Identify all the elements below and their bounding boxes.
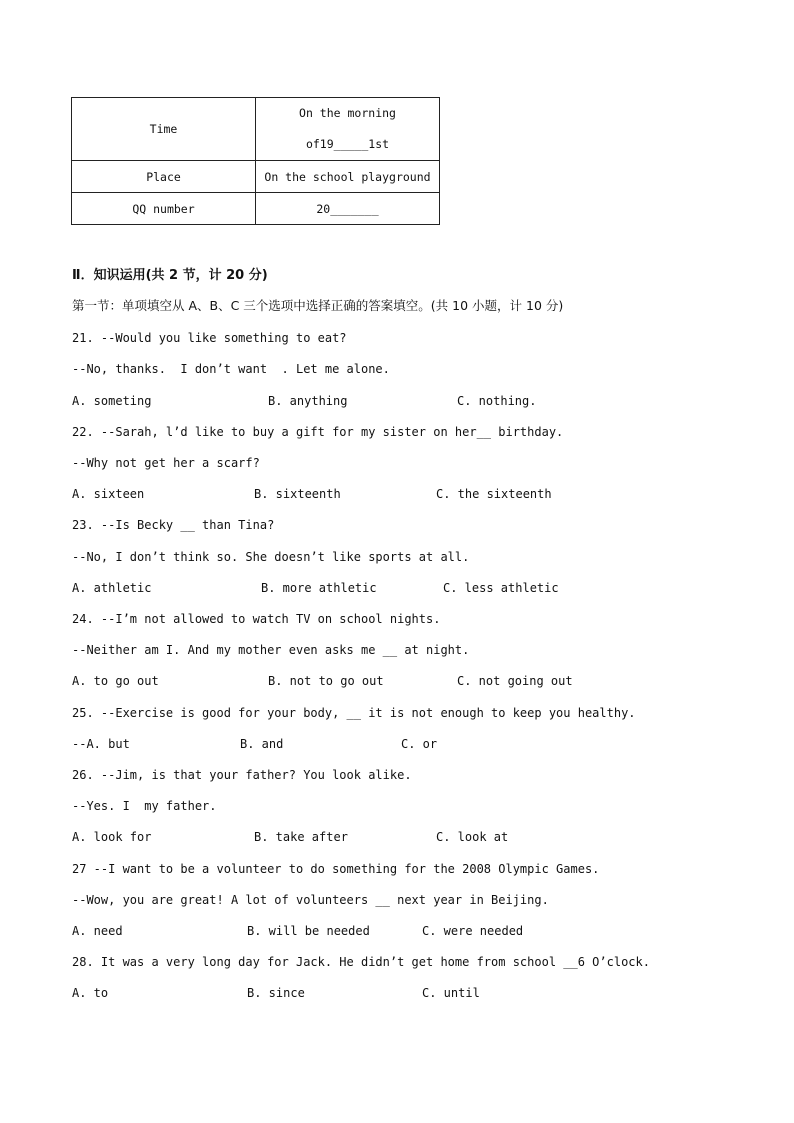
- question-28-option-c: C. until: [422, 986, 480, 1000]
- place-value: On the school playground: [256, 161, 440, 193]
- question-24-option-c: C. not going out: [457, 674, 573, 688]
- table-row-time: [72, 98, 440, 161]
- question-21-reply: --No, thanks. I don’t want . Let me alone.: [72, 362, 390, 376]
- question-26-option-b: B. take after: [254, 830, 348, 844]
- table-row-place: [72, 161, 440, 193]
- question-25-option-b: B. and: [240, 737, 284, 751]
- question-26-reply: --Yes. I my father.: [72, 799, 217, 813]
- question-22-option-b: B. sixteenth: [254, 487, 341, 501]
- question-28-option-a: A. to: [72, 986, 109, 1000]
- question-25-stem: 25. --Exercise is good for your body, __ it is not enough to keep you healthy.: [72, 706, 636, 720]
- question-28-option-b: B. since: [247, 986, 305, 1000]
- question-26-option-a: A. look for: [72, 830, 152, 844]
- question-23-reply: --No, I don’t think so. She doesn’t like sports at all.: [72, 550, 470, 564]
- qq-label: QQ number: [72, 193, 256, 225]
- question-22-option-c: C. the sixteenth: [436, 487, 552, 501]
- time-label: Time: [72, 98, 256, 161]
- qq-value: 20_______: [256, 193, 440, 225]
- question-21-option-c: C. nothing.: [457, 394, 537, 408]
- question-22-reply: --Why not get her a scarf?: [72, 456, 260, 470]
- question-24-option-b: B. not to go out: [268, 674, 384, 688]
- question-25-option-a: --A. but: [72, 737, 130, 751]
- question-23-option-a: A. athletic: [72, 581, 152, 595]
- question-23-stem: 23. --Is Becky __ than Tina?: [72, 518, 275, 532]
- question-22-stem: 22. --Sarah, l’d like to buy a gift for my sister on her__ birthday.: [72, 425, 564, 439]
- time-value-line1: On the morning: [299, 106, 396, 120]
- question-25-option-c: C. or: [401, 737, 438, 751]
- question-27-stem: 27 --I want to be a volunteer to do something for the 2008 Olympic Games.: [72, 862, 600, 876]
- section-subtitle: 第一节：单项填空从 A、B、C 三个选项中选择正确的答案填空。(共 10 小题，计 10 分): [72, 298, 564, 313]
- question-27-option-b: B. will be needed: [247, 924, 370, 938]
- question-24-stem: 24. --I’m not allowed to watch TV on school nights.: [72, 612, 441, 626]
- question-23-option-c: C. less athletic: [443, 581, 559, 595]
- question-22-option-a: A. sixteen: [72, 487, 145, 501]
- time-value: [256, 98, 440, 161]
- info-table: [71, 97, 440, 225]
- section-title: Ⅱ．知识运用(共 2 节，计 20 分): [72, 268, 268, 283]
- question-27-option-c: C. were needed: [422, 924, 524, 938]
- question-23-option-b: B. more athletic: [261, 581, 377, 595]
- question-28-stem: 28. It was a very long day for Jack. He didn’t get home from school __6 O’clock.: [72, 955, 650, 969]
- question-27-reply: --Wow, you are great! A lot of volunteers __ next year in Beijing.: [72, 893, 549, 907]
- question-24-option-a: A. to go out: [72, 674, 159, 688]
- question-21-option-b: B. anything: [268, 394, 348, 408]
- question-27-option-a: A. need: [72, 924, 123, 938]
- question-26-stem: 26. --Jim, is that your father? You look alike.: [72, 768, 412, 782]
- table-row-qq: [72, 193, 440, 225]
- question-24-reply: --Neither am I. And my mother even asks me __ at night.: [72, 643, 470, 657]
- place-label: Place: [72, 161, 256, 193]
- time-value-line2: of19_____1st: [305, 137, 390, 151]
- question-21-stem: 21. --Would you like something to eat?: [72, 331, 347, 345]
- question-26-option-c: C. look at: [436, 830, 509, 844]
- question-21-option-a: A. someting: [72, 394, 152, 408]
